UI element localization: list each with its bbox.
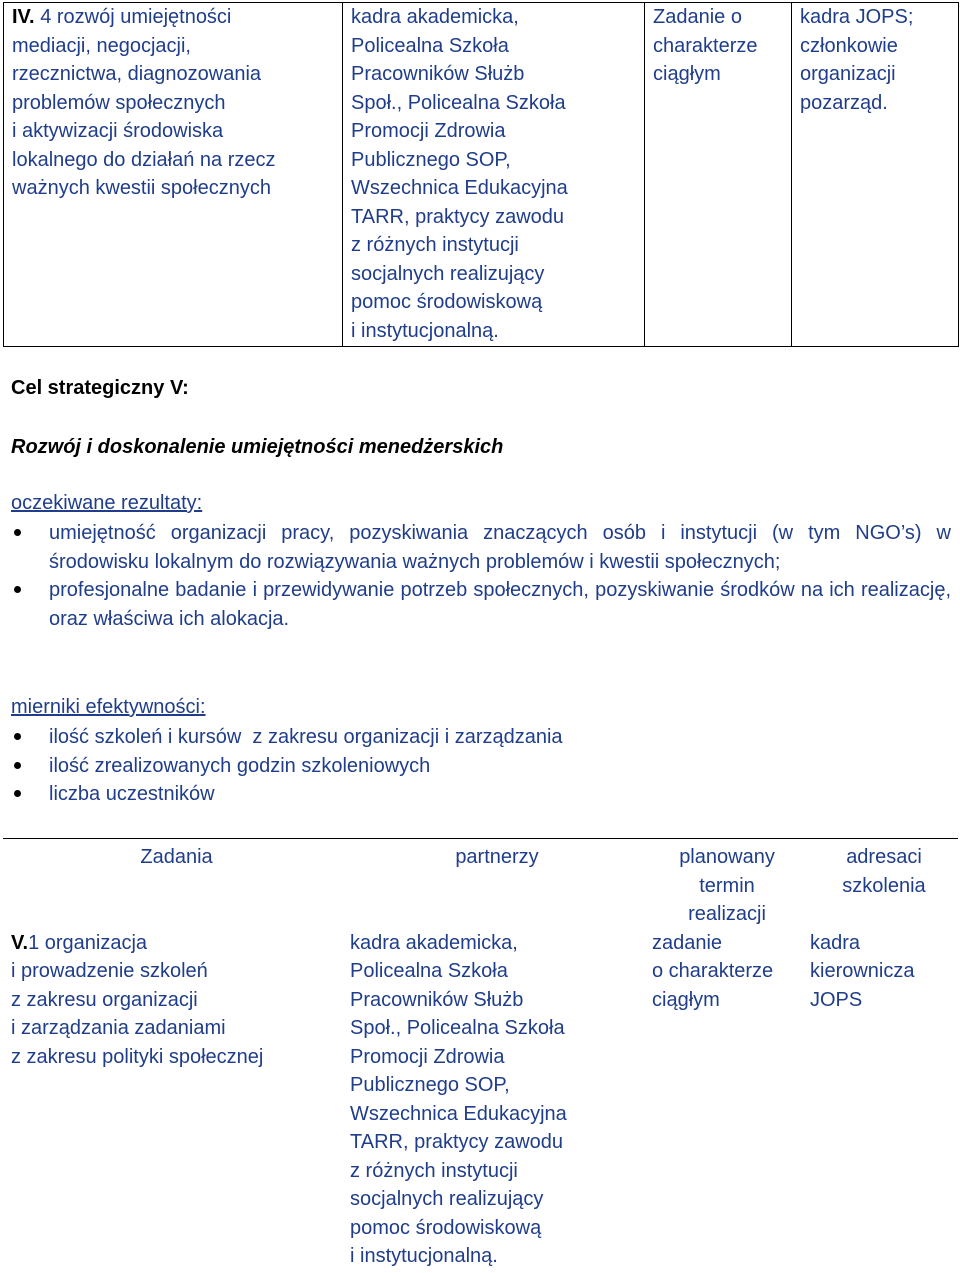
partners-line: pomoc środowiskową: [351, 291, 543, 313]
task-line: z zakresu polityki społecznej: [11, 1045, 264, 1068]
partners-line: Społ., Policealna Szkoła: [350, 1017, 565, 1039]
partners-cell: [342, 929, 644, 1271]
task-line: rzecznictwa, diagnozowania: [12, 63, 262, 85]
list-item: liczba uczestników: [11, 780, 951, 809]
table-header-row: [3, 839, 958, 929]
partners-line: z różnych instytucji: [350, 1159, 518, 1182]
bottom-task-table: [3, 838, 958, 1271]
partners-line: TARR, praktycy zawodu: [351, 205, 565, 228]
top-task-table: [3, 2, 959, 347]
partners-line: socjalnych realizujący: [351, 262, 545, 285]
term-line: ciągłym: [652, 988, 720, 1011]
table-row: [3, 929, 958, 1271]
partners-line: Promocji Zdrowia: [351, 120, 506, 142]
header-recipients: [802, 839, 958, 929]
recipients-line: kierownicza: [810, 960, 915, 982]
task-line: ważnych kwestii społecznych: [12, 177, 271, 199]
task-line: i aktywizacji środowiska: [12, 120, 224, 142]
partners-cell: [343, 3, 645, 347]
partners-line: Policealna Szkoła: [351, 34, 509, 57]
partners-line: Wszechnica Edukacyjna: [351, 177, 568, 199]
term-line: ciągłym: [653, 63, 721, 85]
header-line: Zadania: [140, 846, 213, 868]
expected-results-label: oczekiwane rezultaty:: [11, 492, 203, 514]
recipients-line: członkowie: [800, 34, 898, 57]
list-item: profesjonalne badanie i przewidywanie potrzeb społecznych, pozyskiwanie środków na ich realizację, oraz właściwa ich alokacja.: [11, 576, 951, 633]
term-line: o charakterze: [652, 960, 774, 982]
task-cell: [3, 929, 342, 1271]
recipients-cell: [802, 929, 958, 1271]
term-cell: [644, 929, 802, 1271]
term-line: charakterze: [653, 34, 758, 57]
effectiveness-measures-list: [11, 723, 951, 809]
recipients-line: kadra JOPS;: [800, 6, 914, 28]
header-line: adresaci: [846, 846, 922, 868]
task-text: 4 rozwój umiejętności: [40, 6, 232, 28]
recipients-line: organizacji: [800, 63, 896, 85]
recipients-cell: [792, 3, 959, 347]
effectiveness-measures-label: mierniki efektywności:: [11, 696, 206, 718]
partners-line: TARR, praktycy zawodu: [350, 1131, 564, 1153]
partners-line: Społ., Policealna Szkoła: [351, 91, 566, 114]
partners-line: pomoc środowiskową: [350, 1216, 542, 1239]
partners-line: Publicznego SOP,: [351, 148, 511, 171]
task-line: [12, 3, 342, 32]
strategic-goal-title: Rozwój i doskonalenie umiejętności menedżerskich: [11, 436, 504, 458]
header-line: planowany: [679, 846, 775, 868]
list-item: umiejętność organizacji pracy, pozyskiwania znaczących osób i instytucji (w tym NGO’s) w środowisku lokalnym do rozwiązywania ważnych problemów i kwestii społecznych;: [11, 519, 951, 576]
partners-line: kadra akademicka,: [351, 6, 519, 28]
header-line: termin: [699, 874, 755, 897]
header-tasks: [3, 839, 342, 929]
list-item: ilość zrealizowanych godzin szkoleniowych: [11, 752, 951, 781]
partners-line: Pracowników Służb: [350, 988, 524, 1011]
list-item: ilość szkoleń i kursów z zakresu organizacji i zarządzania: [11, 723, 951, 752]
task-text: 1 organizacja: [28, 931, 148, 954]
table-row: [4, 3, 959, 347]
task-cell: [4, 3, 343, 347]
header-line: realizacji: [688, 903, 766, 925]
partners-line: z różnych instytucji: [351, 234, 519, 256]
term-line: Zadanie o: [653, 6, 742, 28]
recipients-line: kadra: [810, 931, 861, 954]
partners-line: i instytucjonalną.: [350, 1245, 498, 1267]
task-number: IV.: [12, 6, 35, 28]
task-line: z zakresu organizacji: [11, 988, 198, 1011]
partners-line: Policealna Szkoła: [350, 960, 508, 982]
partners-line: Pracowników Służb: [351, 63, 525, 85]
term-cell: [645, 3, 792, 347]
partners-line: Wszechnica Edukacyjna: [350, 1102, 567, 1125]
header-term: [644, 839, 802, 929]
task-line: i prowadzenie szkoleń: [11, 960, 208, 982]
expected-results-list: [11, 519, 951, 633]
strategic-goal-heading: Cel strategiczny V:: [11, 377, 189, 399]
partners-line: socjalnych realizujący: [350, 1188, 544, 1210]
task-line: [11, 929, 342, 958]
header-line: partnerzy: [455, 846, 539, 868]
header-line: szkolenia: [842, 874, 926, 897]
recipients-line: pozarząd.: [800, 91, 888, 114]
task-line: i zarządzania zadaniami: [11, 1017, 226, 1039]
partners-line: kadra akademicka,: [350, 931, 518, 954]
recipients-line: JOPS: [810, 988, 863, 1011]
header-partners: [342, 839, 644, 929]
partners-line: Publicznego SOP,: [350, 1074, 510, 1096]
task-line: lokalnego do działań na rzecz: [12, 148, 276, 171]
task-line: problemów społecznych: [12, 91, 226, 114]
partners-line: i instytucjonalną.: [351, 319, 499, 342]
term-line: zadanie: [652, 931, 723, 954]
task-number: V.: [11, 931, 29, 954]
task-line: mediacji, negocjacji,: [12, 34, 191, 57]
partners-line: Promocji Zdrowia: [350, 1045, 505, 1068]
